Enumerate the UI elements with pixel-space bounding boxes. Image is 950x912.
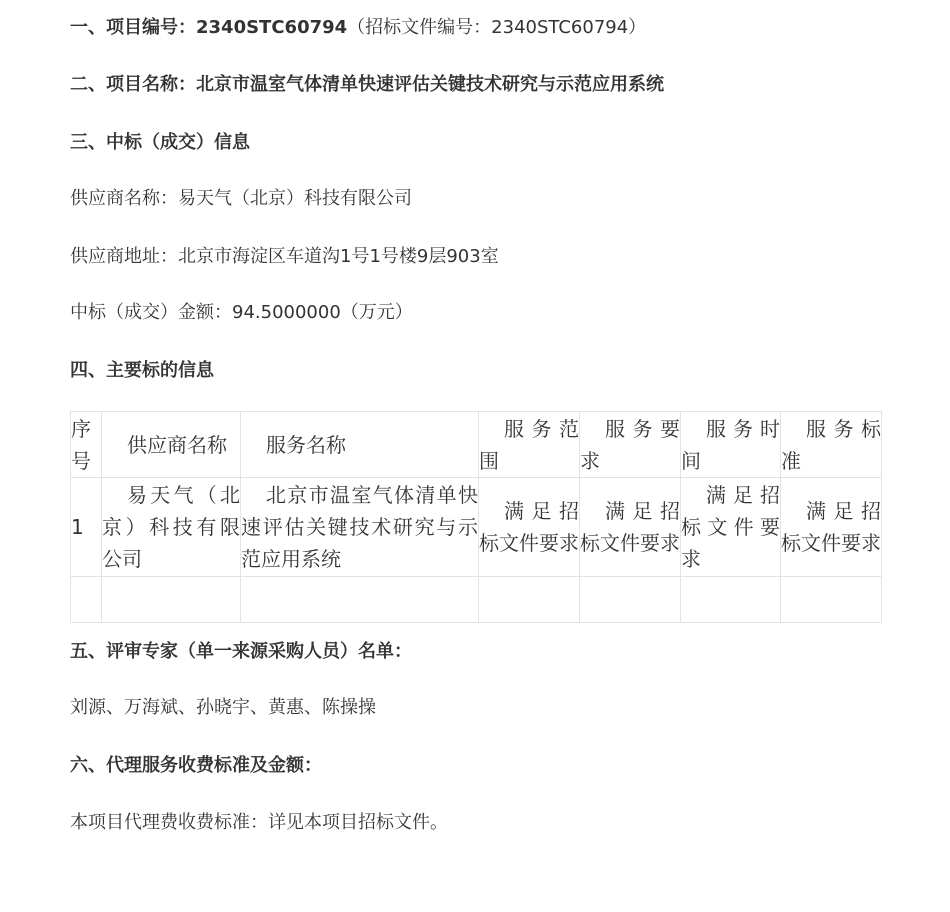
project-name-line bbox=[70, 73, 664, 97]
header-cell-index: 序号 bbox=[71, 412, 102, 478]
table-empty-row bbox=[71, 577, 882, 623]
main-subject-heading: 四、主要标的信息 bbox=[70, 360, 214, 381]
cell-service-name: 北京市温室气体清单快速评估关键技术研究与示范应用系统 bbox=[241, 478, 479, 577]
award-amount-line bbox=[70, 301, 413, 325]
experts-heading: 五、评审专家（单一来源采购人员）名单： bbox=[70, 641, 412, 662]
project-number-label: 一、项目编号： bbox=[70, 17, 196, 38]
cell-service-standard: 满足招标文件要求 bbox=[781, 478, 882, 577]
supplier-address-line bbox=[70, 245, 499, 269]
header-cell-service-scope: 服务范围 bbox=[479, 412, 580, 478]
header-cell-service-name: 服务名称 bbox=[241, 412, 479, 478]
empty-cell bbox=[241, 577, 479, 623]
empty-cell bbox=[71, 577, 102, 623]
award-amount-label: 中标（成交）金额： bbox=[70, 302, 232, 323]
agency-fee-heading: 六、代理服务收费标准及金额： bbox=[70, 755, 322, 776]
empty-cell bbox=[580, 577, 681, 623]
table-row bbox=[71, 478, 882, 577]
supplier-address-label: 供应商地址： bbox=[70, 246, 178, 267]
experts-list: 刘源、万海斌、孙晓宇、黄惠、陈操操 bbox=[70, 697, 376, 718]
award-amount-value: 94.5000000（万元） bbox=[232, 302, 413, 323]
supplier-address-value: 北京市海淀区车道沟1号1号楼9层903室 bbox=[178, 246, 499, 267]
cell-supplier-name: 易天气（北京）科技有限公司 bbox=[102, 478, 241, 577]
tender-document-number: （招标文件编号：2340STC60794） bbox=[347, 17, 647, 38]
supplier-name-label: 供应商名称： bbox=[70, 188, 178, 209]
project-name-label: 二、项目名称： bbox=[70, 74, 196, 95]
header-cell-service-time: 服务时间 bbox=[681, 412, 781, 478]
empty-cell bbox=[781, 577, 882, 623]
agency-fee-text: 本项目代理费收费标准：详见本项目招标文件。 bbox=[70, 812, 448, 833]
cell-service-requirement: 满足招标文件要求 bbox=[580, 478, 681, 577]
cell-index: 1 bbox=[71, 478, 102, 577]
cell-service-scope: 满足招标文件要求 bbox=[479, 478, 580, 577]
empty-cell bbox=[479, 577, 580, 623]
empty-cell bbox=[102, 577, 241, 623]
project-name-value: 北京市温室气体清单快速评估关键技术研究与示范应用系统 bbox=[196, 74, 664, 95]
project-number-line bbox=[70, 16, 646, 40]
supplier-name-value: 易天气（北京）科技有限公司 bbox=[178, 188, 412, 209]
award-info-heading: 三、中标（成交）信息 bbox=[70, 132, 250, 153]
supplier-name-line bbox=[70, 187, 412, 211]
empty-cell bbox=[681, 577, 781, 623]
header-cell-supplier-name: 供应商名称 bbox=[102, 412, 241, 478]
main-subject-table bbox=[70, 411, 882, 623]
project-number-value: 2340STC60794 bbox=[196, 17, 348, 38]
cell-service-time: 满足招标文件要求 bbox=[681, 478, 781, 577]
header-cell-service-requirement: 服务要求 bbox=[580, 412, 681, 478]
header-cell-service-standard: 服务标准 bbox=[781, 412, 882, 478]
table-header-row bbox=[71, 412, 882, 478]
